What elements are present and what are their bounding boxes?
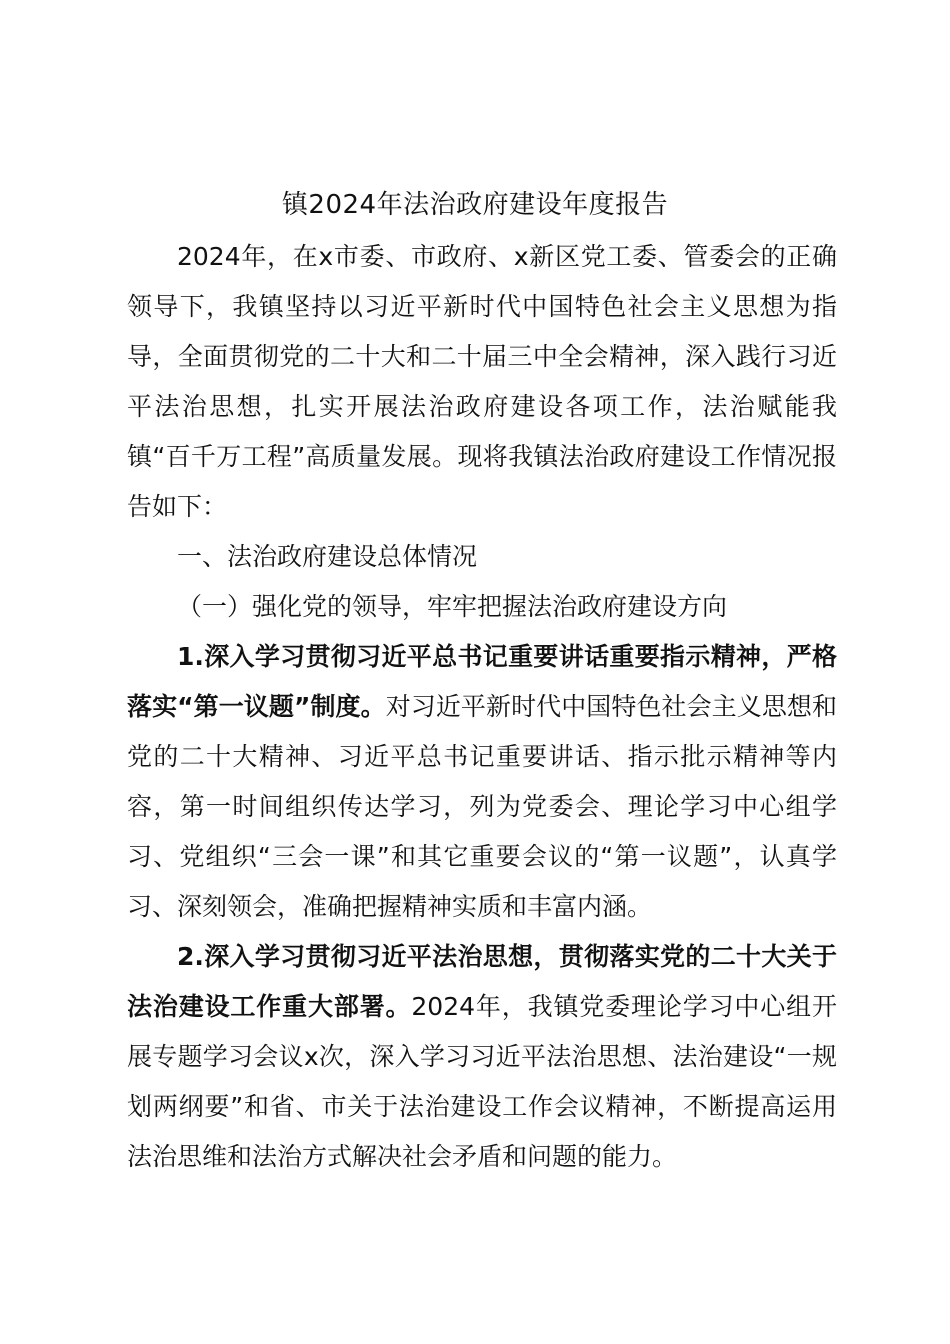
item-1-bold-lead: 1.深入学习贯彻习近平总书记重要讲话重要指示精神，严格落实“第一议题”制度。	[127, 642, 837, 721]
section-heading-1: 一、法治政府建设总体情况	[177, 542, 478, 571]
item-2-text: 2024年，我镇党委理论学习中心组开展专题学习会议x次，深入学习习近平法治思想、法治建设“一规划两纲要”和省、市关于法治建设工作会议精神，不断提高运用法治思维和法治方式解决社会矛盾和问题的能力。	[127, 992, 837, 1171]
item-1-paragraph	[127, 632, 837, 932]
subsection-heading-1: （一）强化党的领导，牢牢把握法治政府建设方向	[177, 592, 728, 621]
document-body	[127, 232, 837, 1182]
item-1-text: 对习近平新时代中国特色社会主义思想和党的二十大精神、习近平总书记重要讲话、指示批示精神等内容，第一时间组织传达学习，列为党委会、理论学习中心组学习、党组织“三会一课”和其它重要会议的“第一议题”，认真学习、深刻领会，准确把握精神实质和丰富内涵。	[127, 692, 837, 921]
item-2-paragraph	[127, 932, 837, 1182]
intro-paragraph: 2024年，在x市委、市政府、x新区党工委、管委会的正确领导下，我镇坚持以习近平新时代中国特色社会主义思想为指导，全面贯彻党的二十大和二十届三中全会精神，深入践行习近平法治思想，扎实开展法治政府建设各项工作，法治赋能我镇“百千万工程”高质量发展。现将我镇法治政府建设工作情况报告如下：	[127, 242, 837, 521]
document-title: 镇2024年法治政府建设年度报告	[281, 190, 669, 220]
item-2-bold-lead: 2.深入学习贯彻习近平法治思想，贯彻落实党的二十大关于法治建设工作重大部署。	[127, 942, 837, 1021]
